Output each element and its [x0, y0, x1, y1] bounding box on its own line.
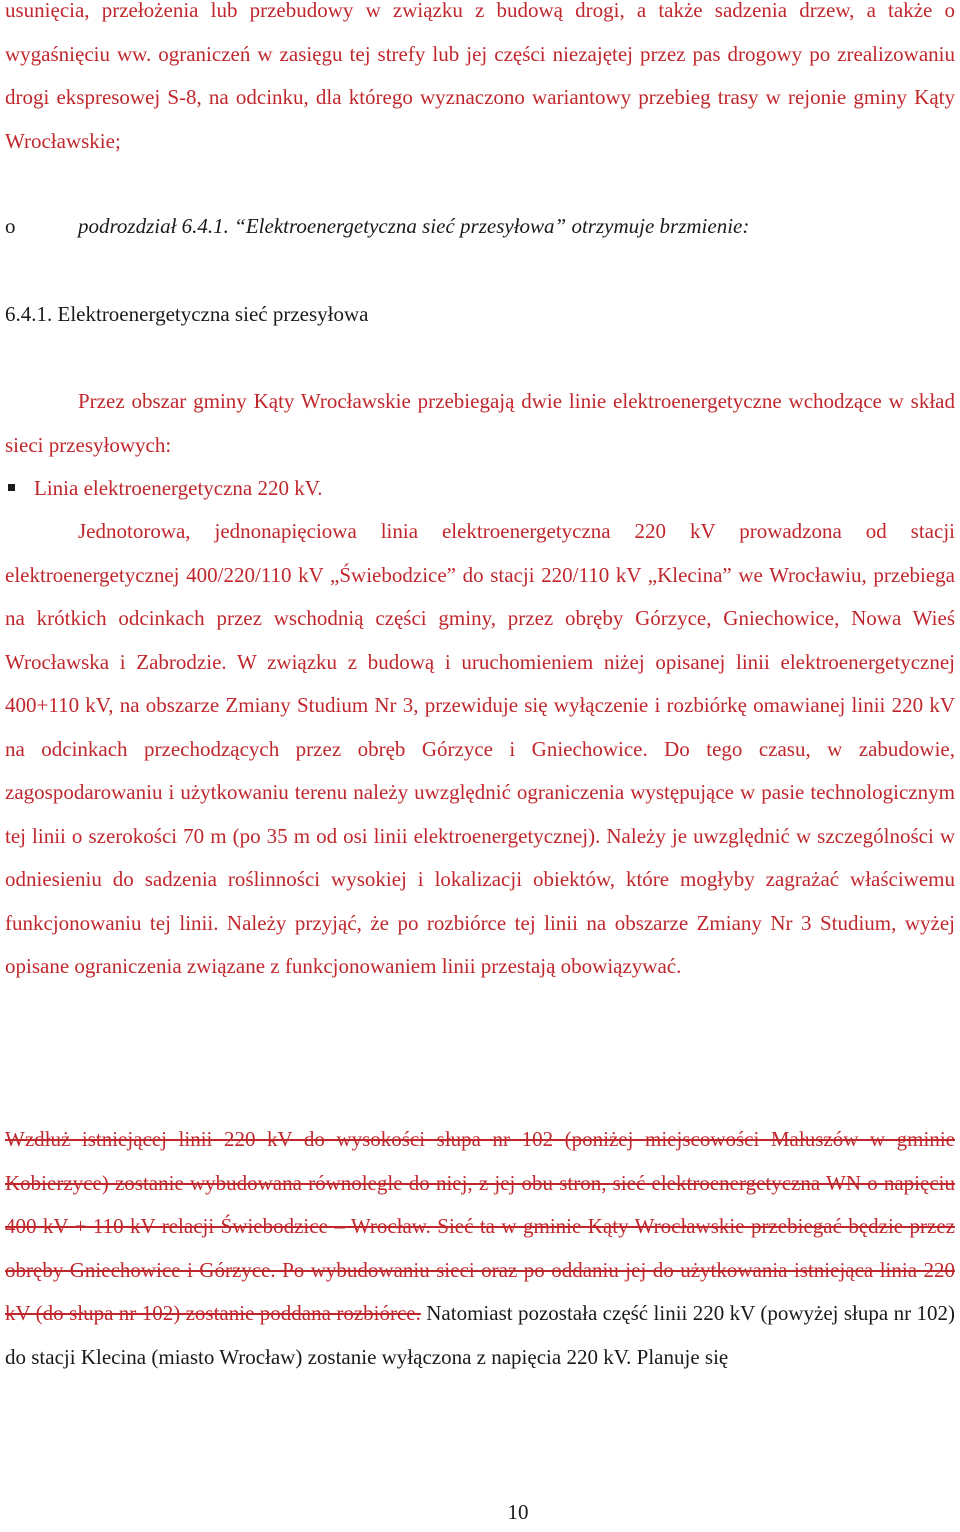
main-paragraph-red-text: W związku z budową i uruchomieniem niżej opisanej linii elektroenergetycznej 400+110 kV, na obszarze Zmiany Studium Nr 3, przewiduje się wyłączenie i rozbiórkę omawianej linii 220 kV na odcinkach przechodzących przez obręb Górzyce i Gniechowice. Do tego czasu, w zabudowie, zagospodarowaniu i użytkowaniu terenu należy uwzględnić ograniczenia występujące w pasie technologicznym tej linii o szerokości 70 m (po 35 m od osi linii elektroenergetycznej). Należy je uwzględnić w szczególności w odniesieniu do sadzenia roślinności wysokiej i lokalizacji obiektów, które mogłyby zagrażać właściwemu funkcjonowaniu tej linii. Należy przyjąć, że po rozbiórce tej linii na obszarze Zmiany Nr 3 Studium, wyżej opisane ograniczenia związane z funkcjonowaniem linii przestają obowiązywać. [5, 649, 956, 978]
intro-paragraph: usunięcia, przełożenia lub przebudowy w związku z budową drogi, a także sadzenia drzew, a także o wygaśnięciu ww. ograniczeń w zasięgu tej strefy lub jej części niezajętej przez pas drogowy po zrealizowaniu drogi ekspresowej S-8, na odcinku, dla którego wyznaczono wariantowy przebieg trasy w rejonie gminy Kąty Wrocławskie; [5, 0, 955, 153]
subsection-text-after: otrzymuje brzmienie: [566, 214, 750, 238]
page-number: 10 [507, 1500, 529, 1524]
continuation-paragraph: Natomiast pozostała część linii 220 kV (powyżej słupa nr 102) do stacji Klecina (miasto Wrocław) zostanie wyłączona z napięcia 220 kV. Planuje się [5, 1301, 955, 1369]
section-intro: Przez obszar gminy Kąty Wrocławskie przebiegają dwie linie elektroenergetyczne wchodzące w skład sieci przesyłowych: [5, 389, 955, 457]
deleted-and-continuation-paragraph [5, 1118, 955, 1379]
subsection-line [78, 205, 749, 249]
hollow-bullet-icon: o [5, 214, 16, 238]
subsection-text-before: podrozdział 6.4.1. [78, 214, 235, 238]
bullet-item: Linia elektroenergetyczna 220 kV. [34, 476, 323, 500]
deleted-paragraph: Wzdłuż istniejącej linii 220 kV do wysokości słupa nr 102 (poniżej miejscowości Małuszów w gminie Kobierzyce) zostanie wybudowana równolegle do niej, z jej obu stron, sieć elektroenergetyczna WN o napięciu 400 kV + 110 kV relacji Świebodzice – Wrocław. Sieć ta w gminie Kąty Wrocławskie przebiegać będzie przez obręby Gniechowice i Górzyce. Po wybudowaniu sieci oraz po oddaniu jej do użytkowania istniejąca linia 220 kV (do słupa nr 102) zostanie poddana rozbiórce. [5, 1127, 955, 1325]
section-heading: 6.4.1. Elektroenergetyczna sieć przesyłowa [5, 302, 369, 326]
subsection-quoted-title: “Elektroenergetyczna sieć przesyłowa” [234, 214, 567, 238]
square-bullet-icon [8, 484, 15, 491]
main-paragraph [5, 510, 955, 989]
main-paragraph-text: Jednotorowa, jednonapięciowa linia elektroenergetyczna 220 kV prowadzona od stacji elektroenergetycznej 400/220/110 kV „Świebodzice” do stacji 220/110 kV „Klecina” we Wrocławiu, przebiega na krótkich odcinkach przez wschodnią części gminy, przez obręby Górzyce, Gniechowice, Nowa Wieś Wrocławska i Zabrodzie. [5, 519, 955, 674]
